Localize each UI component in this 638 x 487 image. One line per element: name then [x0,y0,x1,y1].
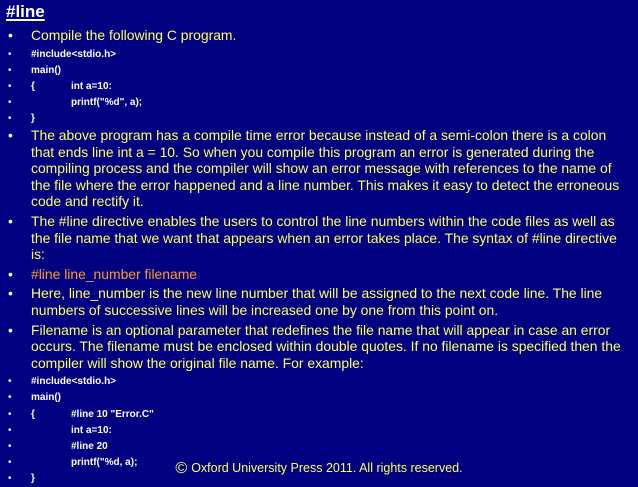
code-line-col2: int a=10: [71,80,112,92]
bullet-dot: • [8,424,12,436]
text-bullet [0,285,638,318]
code-line [0,374,638,390]
code-line-col1: main() [31,392,61,404]
bullet-dot: • [8,321,13,338]
bullet-dot: • [8,285,13,302]
bullet-text: #line line_number filename [31,265,198,282]
code-line-col1: { [31,408,35,420]
code-line [0,423,638,439]
bullet-dot: • [8,376,12,388]
code-line-col1: { [31,80,35,92]
bullet-dot: • [8,127,13,144]
bullet-list [0,27,638,487]
code-line-col1: main() [31,64,61,76]
text-bullet [0,27,638,44]
bullet-dot: • [8,112,12,124]
code-line [0,390,638,406]
bullet-text: Compile the following C program. [31,27,237,43]
code-line-col2: #line 10 "Error.C" [71,408,154,420]
code-line [0,111,638,127]
text-bullet [0,322,638,372]
bullet-dot: • [8,48,12,60]
bullet-dot: • [8,392,12,404]
code-line [0,95,638,111]
code-line-col2: int a=10: [71,424,112,436]
copyright-symbol: © [175,460,188,477]
text-bullet [0,127,638,210]
text-bullet [0,213,638,263]
bullet-text: The above program has a compile time error because instead of a semi-colon there is a colon that ends line int a = 10. So when you compile this program an error is generated during the compiling process and the compiler will show an error message with references to the name of the file where the error happened and a line number. This makes it easy to detect the erroneous code and rectify it. [31,127,620,210]
bullet-dot: • [8,472,12,484]
bullet-text: The #line directive enables the users to control the line numbers within the code files as well as the file name that we want that appears when an error takes place. The syntax of #line directive is: [31,213,617,263]
code-line [0,63,638,79]
bullet-dot: • [8,213,13,230]
bullet-dot: • [8,265,13,282]
code-line-col1: #include<stdio.h> [31,376,117,388]
code-line [0,79,638,95]
code-line-col1: } [31,472,35,484]
code-line-col2: printf("%d", a); [71,96,143,108]
syntax-bullet [0,266,638,283]
code-line [0,47,638,63]
bullet-text: Filename is an optional parameter that redefines the file name that will appear in case an error occurs. The filename must be enclosed within double quotes. If no filename is specified then the compiler will show the original file name. For example: [31,321,621,371]
bullet-dot: • [8,96,12,108]
code-line [0,407,638,423]
bullet-dot: • [8,440,12,452]
code-line-col1: #include<stdio.h> [31,48,117,60]
bullet-dot: • [8,27,13,43]
code-line-col2: #line 20 [71,440,108,452]
bullet-dot: • [8,64,12,76]
bullet-dot: • [8,408,12,420]
bullet-text: Here, line_number is the new line number that will be assigned to the next code line. The line numbers of successive lines will be increased one by one from this point on. [31,285,603,318]
code-line-col2: printf("%d, a); [71,456,138,468]
slide-title: #line [6,2,45,21]
code-line-col1: } [31,112,35,124]
copyright-footer [0,460,638,478]
bullet-dot: • [8,80,12,92]
copyright-text: Oxford University Press 2011. All rights reserved. [191,461,463,475]
code-line [0,439,638,455]
bullet-dot: • [8,456,12,468]
